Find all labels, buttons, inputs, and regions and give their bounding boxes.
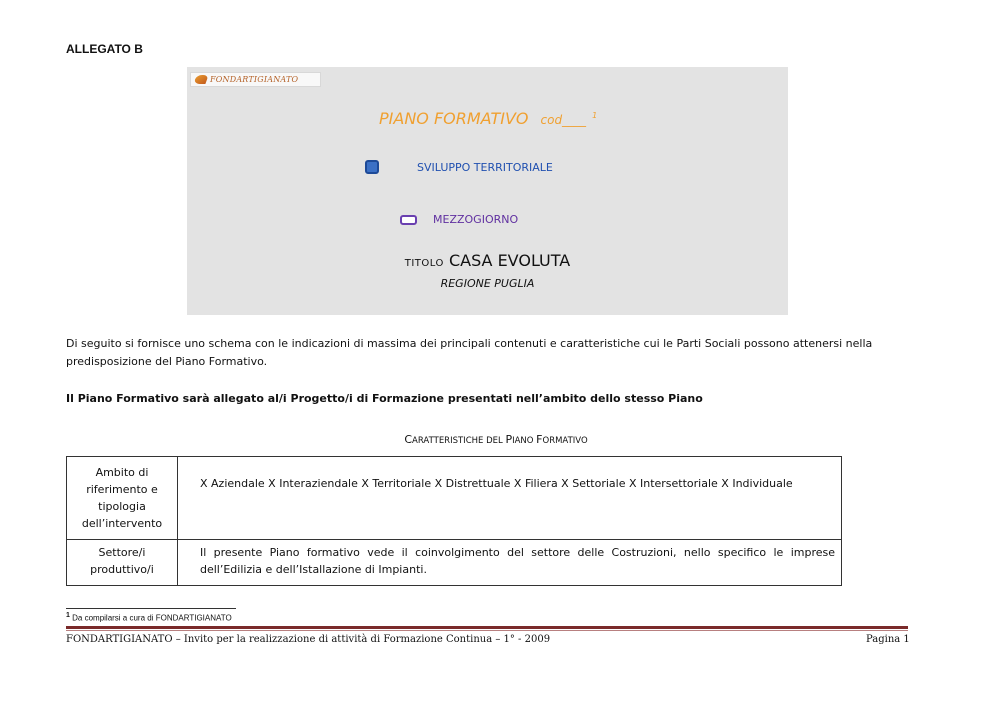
checked-box-icon[interactable] [365, 160, 379, 174]
title-part: C [404, 433, 413, 446]
allegato-note: Il Piano Formativo sarà allegato al/i Progetto/i di Formazione presentati nell’ambito dello stesso Piano [66, 392, 703, 405]
row-value: Il presente Piano formativo vede il coinvolgimento del settore delle Costruzioni, nello specifico le imprese dell’Edilizia e dell’Istallazione di Impianti. [178, 540, 842, 586]
piano-formativo-title [379, 109, 597, 128]
intro-paragraph: Di seguito si fornisce uno schema con le indicazioni di massima dei principali contenuti e caratteristiche cui le Parti Sociali possono attenersi nella predisposizione del Piano Formativo. [66, 337, 873, 368]
fondartigianato-logo [190, 72, 321, 87]
page-number: Pagina 1 [866, 634, 910, 645]
title-part: P [505, 433, 513, 446]
caratteristiche-table [66, 456, 842, 586]
title-part: IANO [512, 436, 537, 446]
unchecked-box-icon[interactable] [400, 215, 417, 225]
logo-text: FONDARTIGIANATO [210, 75, 299, 84]
footnote [66, 612, 232, 623]
table-row [67, 457, 842, 540]
logo-swoosh-icon [193, 75, 208, 84]
footnote-separator [66, 608, 236, 609]
regione-line: REGIONE PUGLIA [440, 277, 535, 290]
cover-panel [187, 67, 788, 315]
footnote-number: 1 [66, 612, 70, 619]
footnote-text: Da compilarsi a cura di FONDARTIGIANATO [69, 613, 232, 623]
piano-code: cod____ [540, 113, 587, 127]
option-sviluppo-territoriale[interactable] [365, 160, 553, 174]
row-label: Settore/i produttivo/i [67, 540, 178, 586]
footer-left-text: FONDARTIGIANATO – Invito per la realizzazione di attività di Formazione Continua – 1° - 2009 [66, 634, 551, 645]
title-part: F [536, 433, 543, 446]
footer-rule [66, 626, 908, 629]
table-title [0, 433, 992, 446]
allegato-heading: ALLEGATO B [66, 42, 143, 56]
title-part: ORMATIVO [542, 436, 588, 446]
piano-title-text: PIANO FORMATIVO [379, 109, 529, 128]
titolo-line [187, 251, 788, 270]
row-label: Ambito di riferimento e tipologia dell’intervento [67, 457, 178, 540]
footnote-ref: 1 [592, 110, 598, 120]
option-mezzogiorno[interactable] [400, 213, 518, 226]
option-mezzogiorno-label: MEZZOGIORNO [433, 213, 519, 226]
footer-rule-thin [66, 630, 908, 631]
option-sviluppo-label: SVILUPPO TERRITORIALE [417, 160, 553, 174]
row-value: X Aziendale X Interaziendale X Territoriale X Distrettuale X Filiera X Settoriale X Intersettoriale X Individuale [178, 457, 842, 540]
table-row [67, 540, 842, 586]
titolo-value: CASA EVOLUTA [448, 251, 571, 270]
titolo-label: TITOLO [404, 258, 444, 269]
title-part: ARATTERISTICHE DEL [412, 436, 506, 446]
